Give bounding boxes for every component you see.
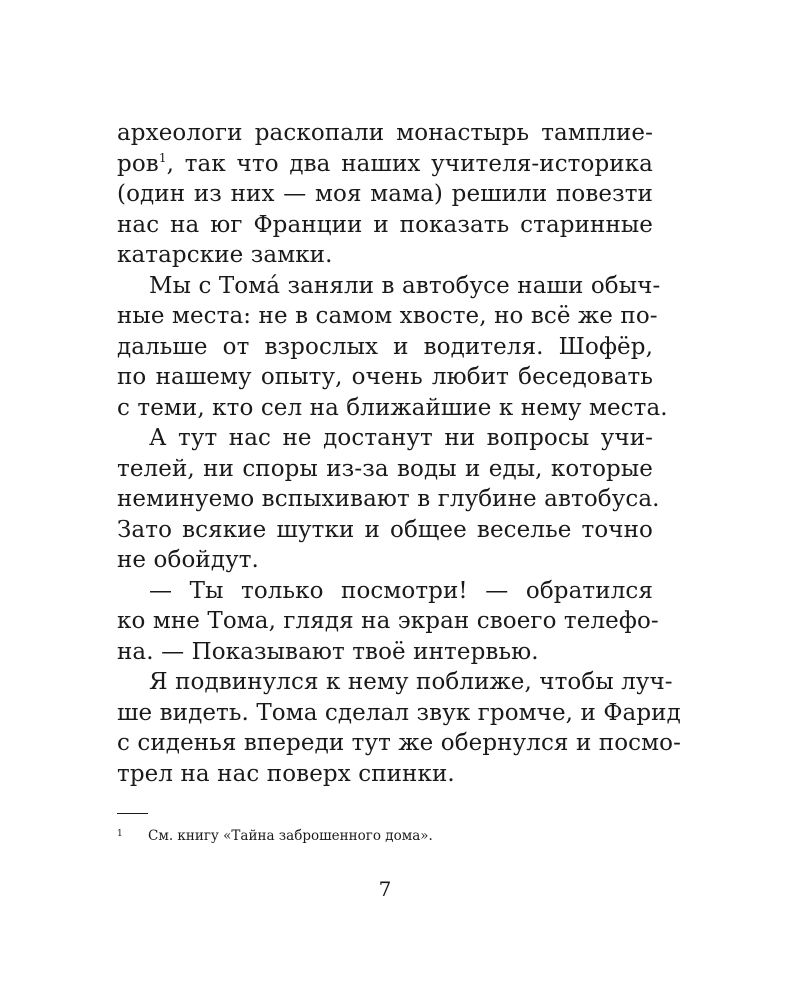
text-line-10: с теми, кто сел на ближайшие к нему места. — [117, 394, 668, 421]
text-line-9: по нашему опыту, очень любит беседовать — [117, 364, 653, 390]
text-line-20: ше видеть. Тома сделал звук громче, и Фарид — [117, 699, 681, 726]
footnote-text: См. книгу «Тайна заброшенного дома». — [148, 828, 433, 844]
text-line-18: на. — Показывают твоё интервью. — [117, 638, 539, 665]
text-line-2-rest: , так что два наших учителя-историка — [166, 150, 653, 177]
footnote: 1 См. книгу «Тайна заброшенного дома». — [117, 828, 433, 844]
text-line-1: археологи раскопали монастырь тамплие- — [117, 120, 653, 146]
text-line-13: неминуемо вспыхивают в глубине автобуса. — [117, 486, 660, 512]
text-line-4: нас на юг Франции и показать старинные — [117, 211, 653, 238]
footnote-divider — [117, 813, 148, 814]
main-text — [117, 118, 681, 789]
text-line-2 — [117, 149, 653, 180]
text-line-11: А тут нас не достанут ни вопросы учи- — [149, 425, 653, 451]
text-line-12: телей, ни споры из-за воды и еды, которые — [117, 455, 653, 482]
footnote-reference: 1 — [158, 150, 167, 165]
text-line-5: катарские замки. — [117, 242, 333, 268]
text-line-19: Я подвинулся к нему поближе, чтобы луч- — [149, 669, 673, 695]
text-line-17: ко мне Тома, глядя на экран своего телефо- — [117, 608, 659, 634]
text-line-14: Зато всякие шутки и общее веселье точно — [117, 516, 653, 543]
text-line-21: с сиденья впереди тут же обернулся и посмо- — [117, 730, 681, 756]
text-line-7: ные места: не в самом хвосте, но всё же по- — [117, 303, 658, 329]
text-line-3: (один из них — моя мама) решили повезти — [117, 181, 653, 207]
text-line-15: не обойдут. — [117, 547, 259, 573]
text-line-16: — Ты только посмотри! — обратился — [149, 577, 653, 604]
text-line-22: трел на нас поверх спинки. — [117, 760, 455, 787]
page-number: 7 — [378, 877, 392, 901]
text-line-2-start: ров — [117, 150, 159, 177]
text-line-6: Мы с Тома́ заняли в автобусе наши обыч- — [149, 272, 661, 299]
text-line-8: дальше от взрослых и водителя. Шофёр, — [117, 333, 653, 360]
